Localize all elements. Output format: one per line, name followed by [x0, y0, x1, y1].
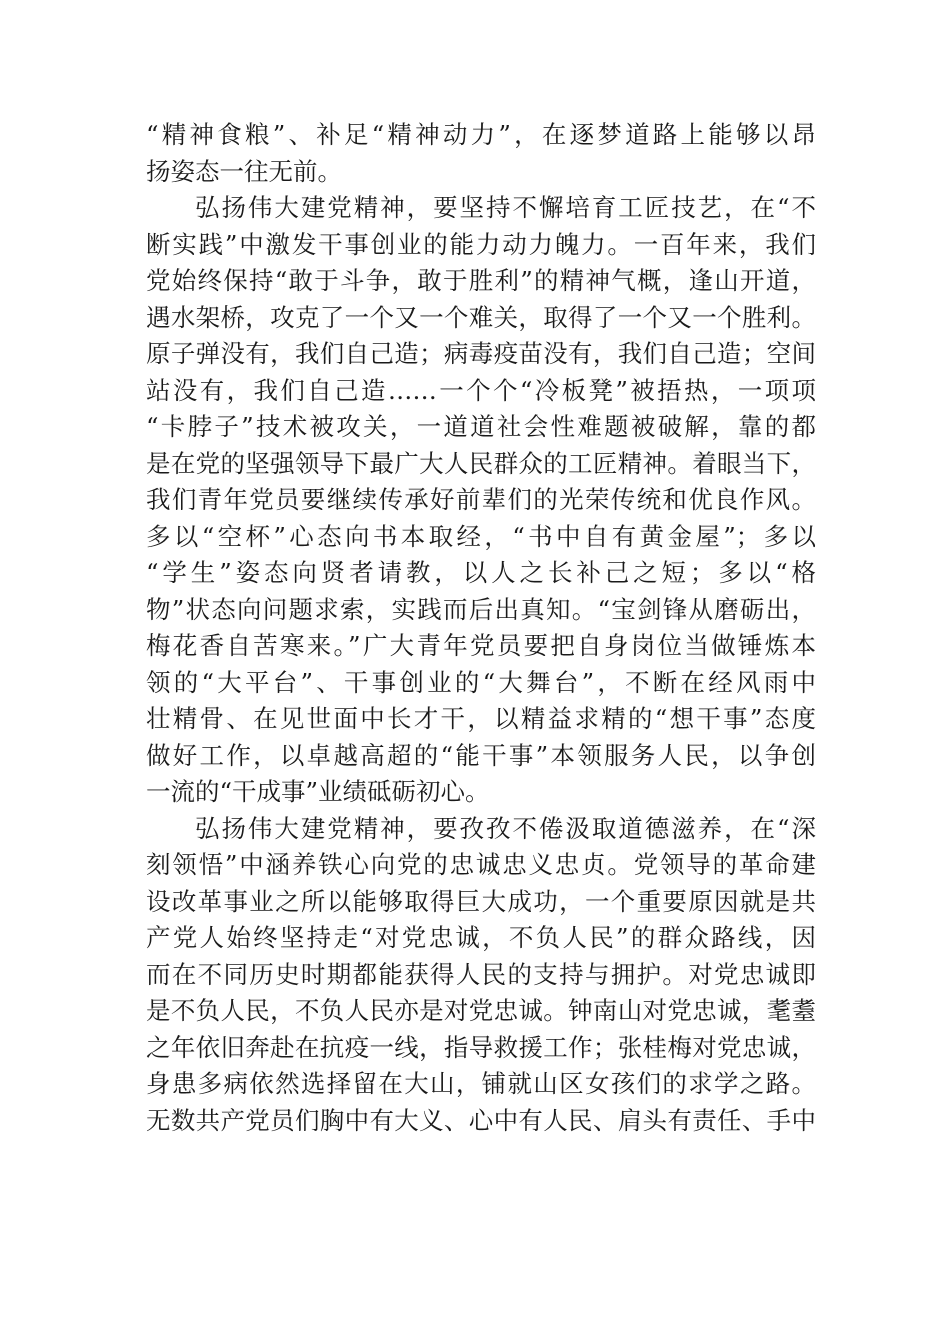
- body-text: [146, 117, 816, 1139]
- paragraph: [146, 117, 816, 190]
- text-line: 党始终保持“敢于斗争，敢于胜利”的精神气概，逢山开道，: [146, 266, 816, 295]
- text-line: 身患多病依然选择留在大山，铺就山区女孩们的求学之路。: [146, 1069, 816, 1098]
- text-line: 产党人始终坚持走“对党忠诚，不负人民”的群众路线，因: [146, 923, 816, 952]
- text-line: 是不负人民，不负人民亦是对党忠诚。钟南山对党忠诚，耄耋: [146, 996, 816, 1025]
- text-line: “学生”姿态向贤者请教，以人之长补己之短；多以“格: [146, 558, 816, 587]
- text-line: 弘扬伟大建党精神，要孜孜不倦汲取道德滋养，在“深: [195, 813, 816, 843]
- text-line: 是在党的坚强领导下最广大人民群众的工匠精神。着眼当下，: [146, 448, 816, 478]
- text-line: 一流的“干成事”业绩砥砺初心。: [146, 777, 490, 806]
- text-line: 无数共产党员们胸中有大义、心中有人民、肩头有责任、手中: [146, 1105, 816, 1135]
- text-line: 刻领悟”中涵养铁心向党的忠诚忠义忠贞。党领导的革命建: [146, 850, 816, 879]
- paragraph: [146, 190, 816, 811]
- text-line: 弘扬伟大建党精神，要坚持不懈培育工匠技艺，在“不: [195, 193, 816, 222]
- text-line: 遇水架桥，攻克了一个又一个难关，取得了一个又一个胜利。: [146, 302, 816, 332]
- text-line: 而在不同历史时期都能获得人民的支持与拥护。对党忠诚即: [146, 959, 816, 989]
- text-line: “卡脖子”技术被攻关，一道道社会性难题被破解，靠的都: [146, 412, 816, 441]
- text-line: 梅花香自苦寒来。”广大青年党员要把自身岗位当做锤炼本: [146, 631, 816, 660]
- text-line: 物”状态向问题求索，实践而后出真知。“宝剑锋从磨砺出，: [146, 594, 816, 624]
- text-line: 做好工作，以卓越高超的“能干事”本领服务人民，以争创: [146, 740, 816, 770]
- text-line: “精神食粮”、补足“精神动力”，在逐梦道路上能够以昂: [146, 120, 816, 149]
- text-line: 领的“大平台”、干事创业的“大舞台”，不断在经风雨中: [146, 667, 816, 697]
- text-line: 站没有，我们自己造……一个个“冷板凳”被捂热，一项项: [146, 375, 816, 405]
- text-line: 断实践”中激发干事创业的能力动力魄力。一百年来，我们: [146, 229, 816, 259]
- text-line: 设改革事业之所以能够取得巨大成功，一个重要原因就是共: [146, 886, 816, 916]
- text-line: 原子弹没有，我们自己造；病毒疫苗没有，我们自己造；空间: [146, 339, 816, 368]
- paragraph: [146, 811, 816, 1140]
- text-line: 我们青年党员要继续传承好前辈们的光荣传统和优良作风。: [146, 485, 816, 514]
- text-line: 之年依旧奔赴在抗疫一线，指导救援工作；张桂梅对党忠诚，: [146, 1032, 816, 1062]
- text-line: 壮精骨、在见世面中长才干，以精益求精的“想干事”态度: [146, 704, 816, 733]
- text-line: 扬姿态一往无前。: [146, 156, 342, 186]
- text-line: 多以“空杯”心态向书本取经，“书中自有黄金屋”；多以: [146, 521, 816, 551]
